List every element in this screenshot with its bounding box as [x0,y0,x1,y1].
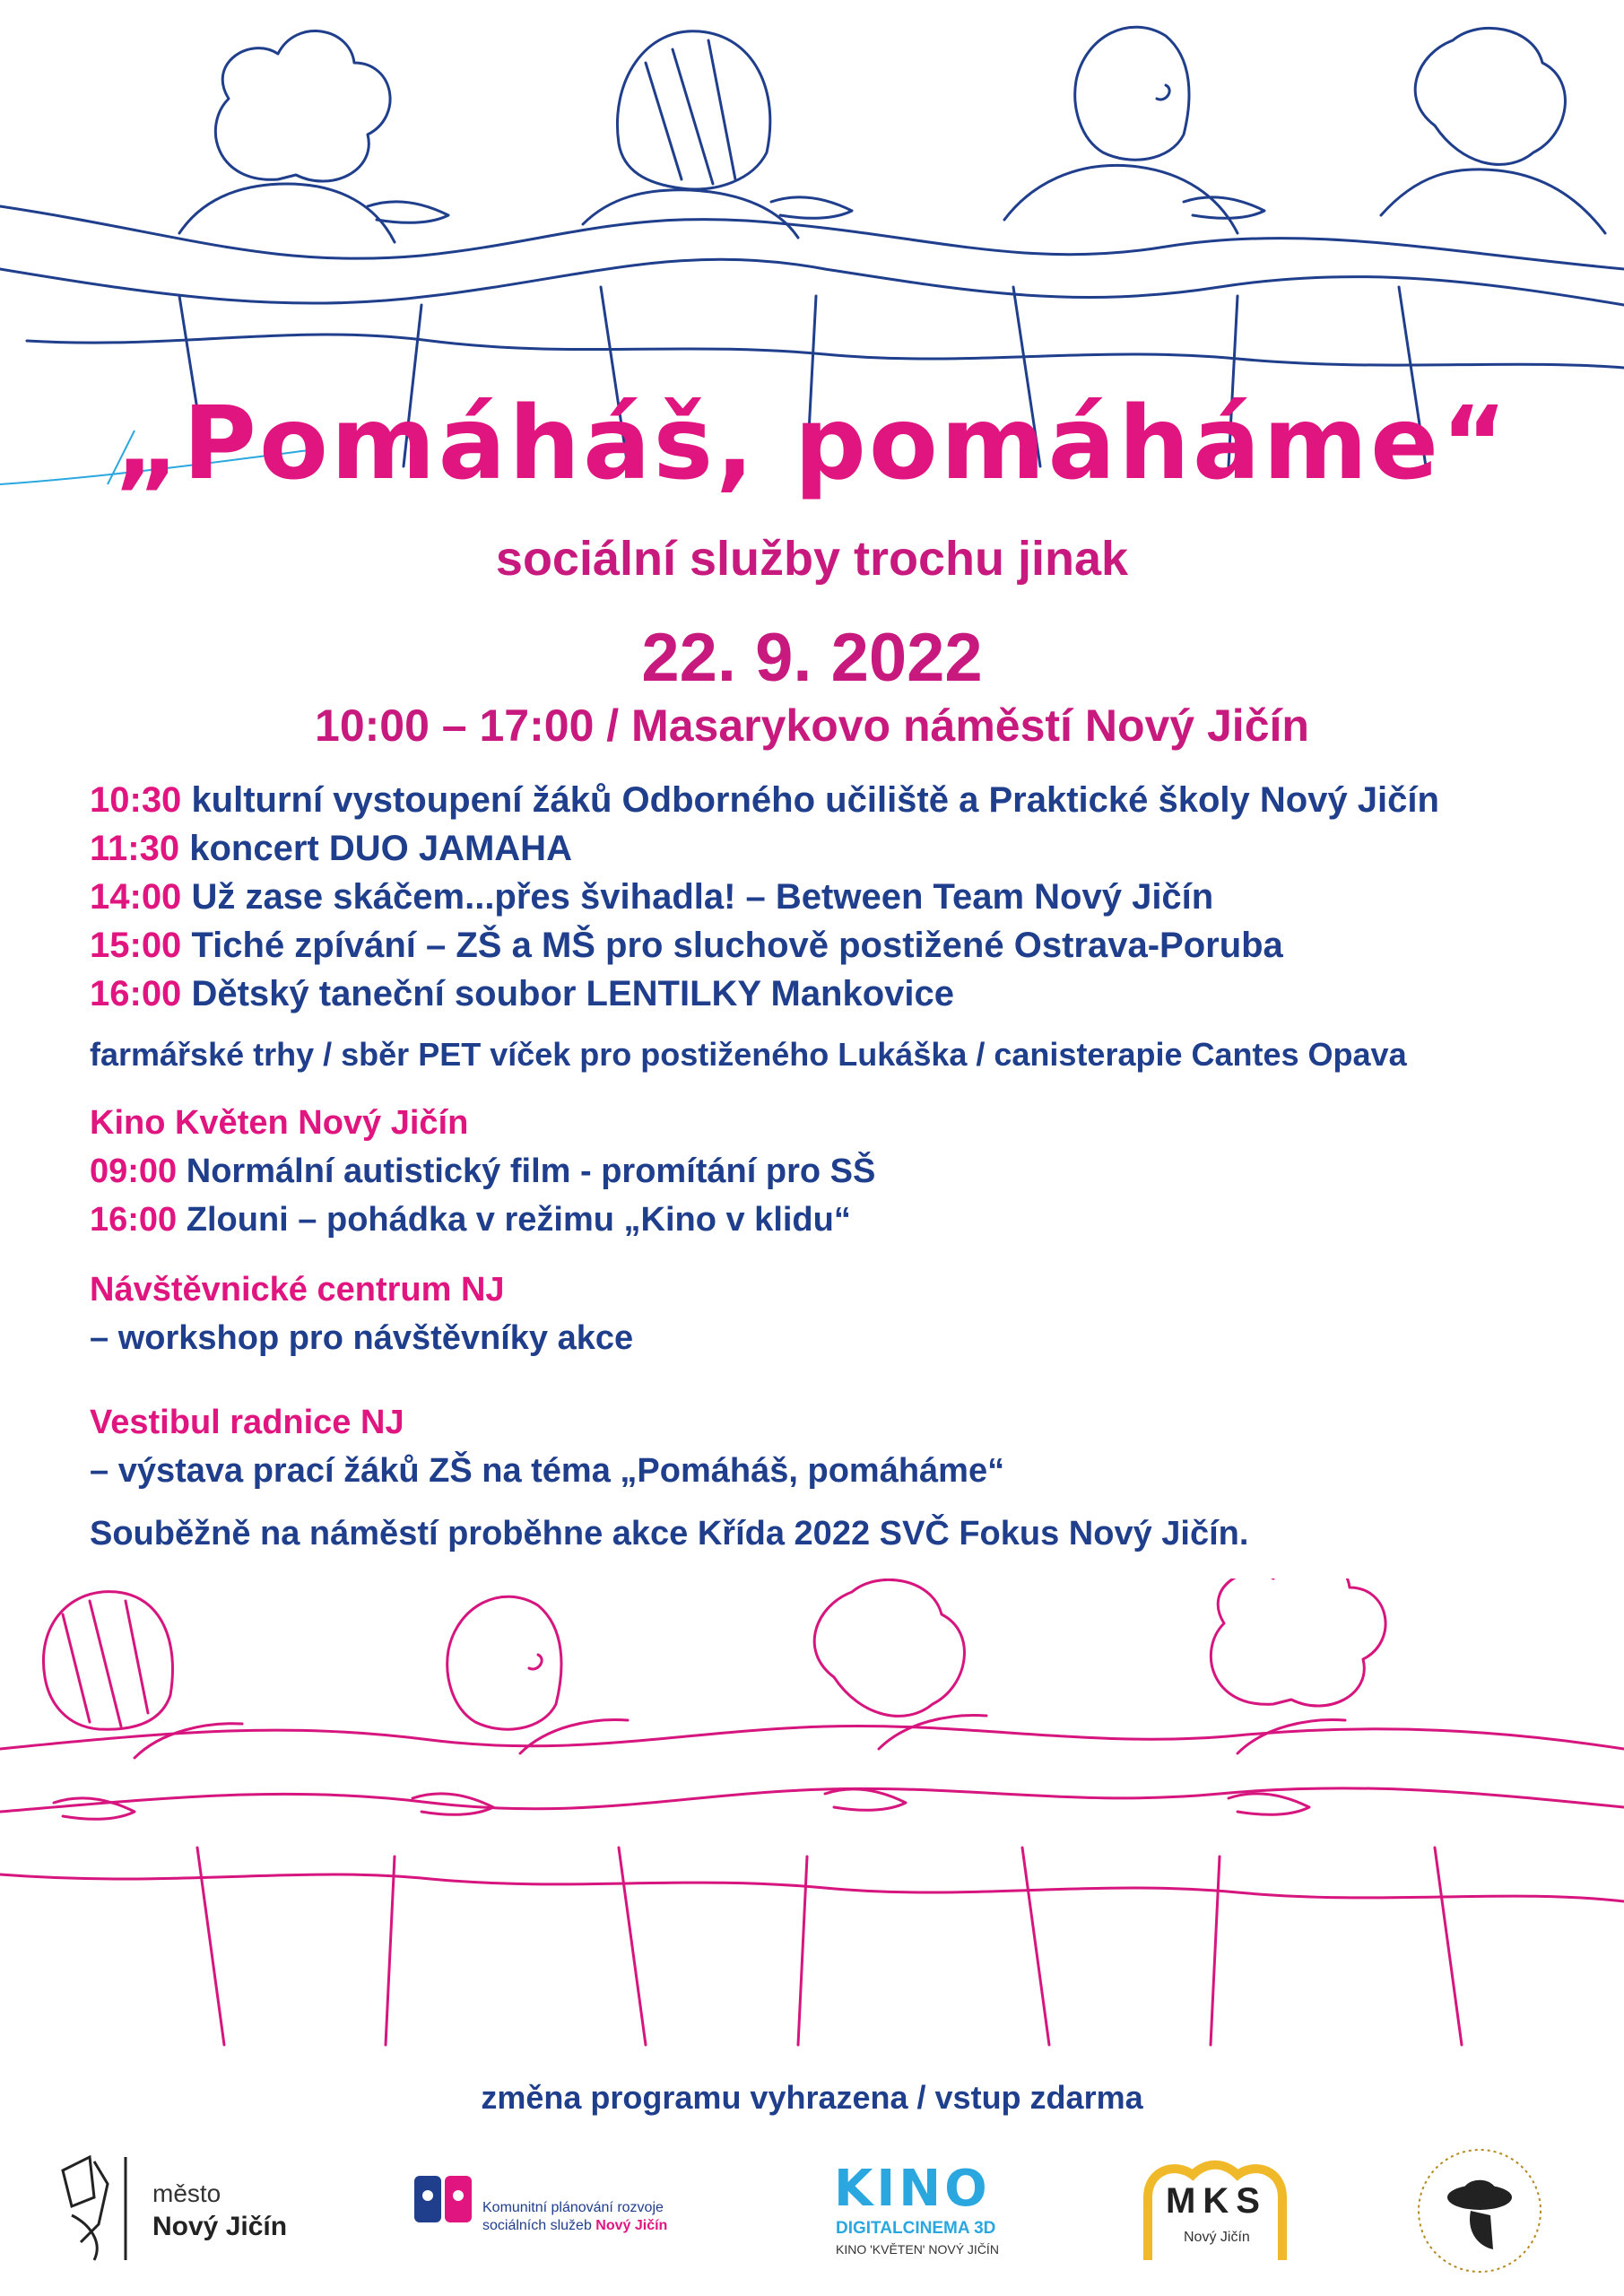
event-date: 22. 9. 2022 [641,620,983,696]
kino-text: Zlouni – pohádka v režimu „Kino v klidu“ [186,1201,851,1239]
program-time: 15:00 [90,926,182,965]
kpss-line1: Komunitní plánování rozvoje [482,2200,664,2215]
program-time: 10:30 [90,780,182,820]
kino-time: 09:00 [90,1152,178,1190]
kpss-emblem-icon [413,2169,475,2231]
kino-text: Normální autistický film - promítání pro SŠ [186,1152,876,1190]
program-list [90,776,1569,1018]
kino-logo-sub: KINO 'KVĚTEN' NOVÝ JIČÍN [836,2242,999,2257]
visitor-center-heading: Návštěvnické centrum NJ [90,1271,505,1309]
kpss-line2 [482,2217,716,2235]
kpss-line2-accent: Nový Jičín [595,2218,668,2233]
page-title: „Pomáháš, pomáháme“ [114,386,1510,502]
subtitle: sociální služby trochu jinak [495,532,1129,586]
program-text: Tiché zpívání – ZŠ a MŠ pro sluchově postižené Ostrava-Poruba [191,926,1283,965]
town-hall-heading: Vestibul radnice NJ [90,1404,404,1441]
kino-section [90,1099,1569,1244]
visitor-center-line: – workshop pro návštěvníky akce [90,1319,634,1357]
city-word1: město [152,2179,221,2207]
program-time: 11:30 [90,829,180,868]
concurrent-event: Souběžně na náměstí proběhne akce Křída 2022 SVČ Fokus Nový Jičín. [90,1515,1249,1552]
mks-word: MKS [1166,2181,1267,2221]
program-content [90,776,1569,1558]
head-wavy-hair-icon [1415,28,1565,164]
program-item [90,921,1569,970]
city-logo [54,2144,323,2278]
head-short-hair-icon [447,1596,561,1729]
city-word2: Nový Jičín [152,2212,288,2241]
footer-note: změna programu vyhrazena / vstup zdarma [481,2079,1143,2116]
program-time: 14:00 [90,877,182,917]
hand-icon [368,202,448,222]
kino-logo-word: KINO [834,2160,991,2218]
bottom-people-illustration [0,1578,1624,2099]
kino-logo-cinema: CINEMA 3D [902,2219,996,2238]
head-long-hair-icon [617,31,769,189]
program-item [90,776,1569,824]
program-text: Už zase skáčem...přes švihadla! – Between Team Nový Jičín [191,877,1214,917]
town-hall-line: – výstava prací žáků ZŠ na téma „Pomáháš, pomáháme“ [90,1452,1005,1490]
event-time-place: 10:00 – 17:00 / Masarykovo náměstí Nový Jičín [315,700,1309,751]
mks-logo [1139,2144,1291,2278]
program-text: koncert DUO JAMAHA [189,829,572,868]
visitor-center-section [90,1265,1569,1362]
mks-sub: Nový Jičín [1184,2230,1250,2245]
program-item [90,824,1569,873]
kino-heading: Kino Květen Nový Jičín [90,1104,469,1142]
kpss-line2-text: sociálních služeb [482,2218,592,2233]
program-time: 16:00 [90,974,182,1013]
city-emblem-icon [54,2144,143,2269]
head-wavy-hair-icon [814,1579,964,1716]
kino-item [90,1147,1569,1196]
head-short-hair-icon [1075,27,1189,160]
program-text: Dětský taneční soubor LENTILKY Mankovice [191,974,955,1013]
kino-item [90,1196,1569,1244]
extra-activities: farmářské trhy / sběr PET víček pro postiženého Lukáška / canisterapie Cantes Opava [90,1036,1407,1073]
kino-logo-digital: DIGITAL [836,2219,903,2238]
kpss-logo [413,2144,717,2278]
hat-seal-icon [1408,2144,1551,2278]
head-curly-icon [215,31,390,182]
kino-logo [825,2144,1022,2278]
head-long-hair-icon [43,1592,172,1730]
kino-time: 16:00 [90,1201,178,1239]
program-item [90,873,1569,921]
head-curly-icon [1211,1578,1385,1706]
kino-logo-dc [836,2219,995,2239]
program-text: kulturní vystoupení žáků Odborného učiliště a Praktické školy Nový Jičín [191,780,1439,820]
program-item [90,970,1569,1018]
town-hall-section [90,1398,1569,1495]
sponsor-logos [0,2144,1624,2278]
visitor-center-logo [1408,2144,1551,2278]
kpss-text [482,2199,716,2235]
